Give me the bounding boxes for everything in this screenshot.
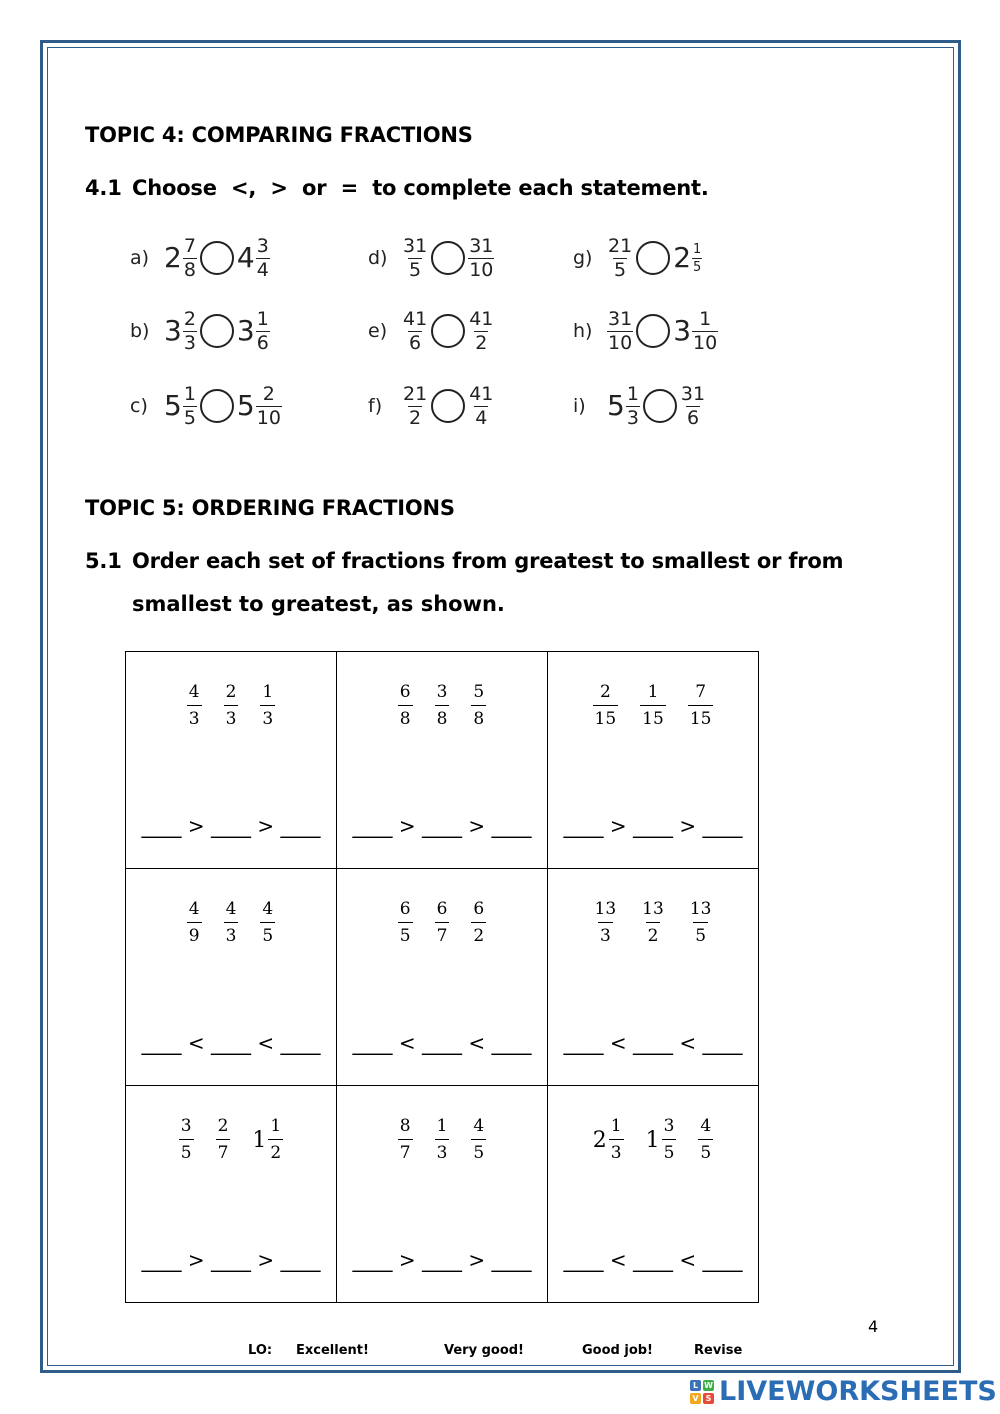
set-fraction xyxy=(398,1118,413,1162)
fraction xyxy=(216,1118,231,1162)
right-number xyxy=(468,382,494,429)
fraction xyxy=(224,901,239,945)
whole-part: 4 xyxy=(236,241,255,274)
denominator: 3 xyxy=(435,1139,450,1162)
answer-blanks[interactable]: ____ > ____ > ____ xyxy=(352,1248,532,1272)
numerator: 2 xyxy=(262,382,275,405)
fraction xyxy=(692,307,718,354)
comparison-item xyxy=(573,378,706,434)
numerator: 31 xyxy=(608,307,633,330)
denominator: 3 xyxy=(224,705,239,728)
denominator: 2 xyxy=(409,406,422,429)
right-number xyxy=(673,307,718,354)
left-number xyxy=(164,382,197,429)
numerator: 1 xyxy=(626,382,639,405)
fraction xyxy=(187,901,202,945)
table-row xyxy=(126,652,759,869)
page-number: 4 xyxy=(868,1317,879,1336)
denominator: 10 xyxy=(469,258,494,281)
denominator: 5 xyxy=(398,922,413,945)
numerator: 41 xyxy=(469,382,494,405)
fraction xyxy=(662,1118,677,1162)
right-number xyxy=(468,234,494,281)
fraction xyxy=(435,684,450,728)
set-fraction xyxy=(640,684,666,728)
fraction-set xyxy=(126,901,336,945)
denominator: 5 xyxy=(698,1139,713,1162)
right-number xyxy=(236,307,270,354)
fraction xyxy=(468,382,494,429)
denominator: 2 xyxy=(268,1139,283,1162)
denominator: 3 xyxy=(183,331,196,354)
fraction xyxy=(607,307,633,354)
fraction xyxy=(680,382,706,429)
answer-circle[interactable] xyxy=(636,241,670,275)
whole-part: 2 xyxy=(592,1127,607,1153)
brand-name: LIVEWORKSHEETS xyxy=(719,1376,997,1407)
numerator: 3 xyxy=(256,234,269,257)
whole-part: 3 xyxy=(673,314,692,347)
numerator: 4 xyxy=(188,682,200,702)
order-cell xyxy=(337,652,548,869)
item-label: g) xyxy=(573,247,593,269)
denominator: 2 xyxy=(471,922,486,945)
denominator: 7 xyxy=(398,1139,413,1162)
fraction xyxy=(471,1118,486,1162)
topic4-title: TOPIC 4: COMPARING FRACTIONS xyxy=(85,123,473,147)
answer-blanks[interactable]: ____ > ____ > ____ xyxy=(141,1248,321,1272)
whole-part: 3 xyxy=(236,314,255,347)
fraction xyxy=(471,901,486,945)
set-fraction xyxy=(216,1118,231,1162)
denominator: 3 xyxy=(224,922,239,945)
denominator: 5 xyxy=(183,406,196,429)
fraction xyxy=(402,307,428,354)
whole-part: 2 xyxy=(673,241,692,274)
order-cell xyxy=(126,1086,337,1303)
right-number xyxy=(236,382,282,429)
answer-blanks[interactable]: ____ < ____ < ____ xyxy=(563,1031,743,1055)
right-number xyxy=(468,307,494,354)
numerator: 31 xyxy=(680,382,706,405)
denominator: 4 xyxy=(256,258,269,281)
answer-blanks[interactable]: ____ < ____ < ____ xyxy=(563,1248,743,1272)
lo-good-job-label: Good job! xyxy=(582,1343,653,1358)
answer-circle[interactable] xyxy=(431,389,465,423)
set-fraction xyxy=(471,1118,486,1162)
lo-option-excellent[interactable] xyxy=(292,1343,369,1358)
left-number xyxy=(164,234,197,281)
left-number xyxy=(402,307,428,354)
denominator: 6 xyxy=(256,331,269,354)
denominator: 5 xyxy=(614,258,627,281)
fraction xyxy=(593,684,619,728)
right-number xyxy=(673,243,702,274)
set-fraction xyxy=(698,1118,713,1162)
fraction xyxy=(609,1118,624,1162)
left-number xyxy=(607,234,633,281)
whole-part: 5 xyxy=(607,389,625,422)
set-fraction xyxy=(398,901,413,945)
right-number xyxy=(680,382,706,429)
denominator: 5 xyxy=(260,922,275,945)
set-fraction xyxy=(593,684,619,728)
comparison-item xyxy=(130,378,282,434)
question-number: 5.1 xyxy=(85,549,122,573)
order-cell xyxy=(548,869,759,1086)
set-fraction xyxy=(179,1118,194,1162)
set-fraction xyxy=(646,1118,677,1162)
fraction xyxy=(468,307,494,354)
denominator: 4 xyxy=(475,406,488,429)
answer-circle[interactable] xyxy=(200,241,234,275)
fraction xyxy=(607,234,633,281)
denominator: 5 xyxy=(471,1139,486,1162)
whole-part: 5 xyxy=(236,389,255,422)
numerator: 6 xyxy=(473,899,485,919)
fraction xyxy=(593,901,619,945)
order-cell xyxy=(337,1086,548,1303)
numerator: 5 xyxy=(473,682,485,702)
numerator: 3 xyxy=(663,1116,675,1136)
item-label: i) xyxy=(573,395,586,417)
ordering-table xyxy=(125,651,759,1303)
numerator: 6 xyxy=(399,899,411,919)
numerator: 13 xyxy=(642,899,664,919)
denominator: 5 xyxy=(179,1139,194,1162)
comparison-item xyxy=(573,230,702,286)
fraction-set xyxy=(126,1118,336,1162)
set-fraction xyxy=(688,901,714,945)
numerator: 7 xyxy=(695,682,707,702)
left-number xyxy=(607,307,633,354)
fraction-set xyxy=(548,1118,758,1162)
denominator: 15 xyxy=(640,705,666,728)
set-fraction xyxy=(187,901,202,945)
lo-option-very-good[interactable] xyxy=(440,1343,524,1358)
numerator: 1 xyxy=(262,682,274,702)
numerator: 7 xyxy=(183,234,196,257)
numerator: 2 xyxy=(225,682,237,702)
fraction xyxy=(256,234,270,281)
item-label: e) xyxy=(368,320,388,342)
set-fraction xyxy=(252,1118,283,1162)
comparison-item xyxy=(368,303,494,359)
denominator: 8 xyxy=(435,705,450,728)
set-fraction xyxy=(471,901,486,945)
left-number xyxy=(402,234,428,281)
answer-blanks[interactable]: ____ < ____ < ____ xyxy=(141,1031,321,1055)
item-label: b) xyxy=(130,320,150,342)
comparison-item xyxy=(130,303,270,359)
denominator: 7 xyxy=(216,1139,231,1162)
denominator: 10 xyxy=(608,331,633,354)
numerator: 2 xyxy=(217,1116,229,1136)
liveworksheets-brand xyxy=(690,1376,997,1407)
fraction-set xyxy=(337,684,547,728)
denominator: 10 xyxy=(256,406,281,429)
numerator: 1 xyxy=(256,307,269,330)
numerator: 41 xyxy=(403,307,428,330)
question-4-1 xyxy=(85,176,709,200)
fraction xyxy=(471,684,486,728)
order-cell xyxy=(337,869,548,1086)
fraction xyxy=(435,1118,450,1162)
set-fraction xyxy=(224,684,239,728)
denominator: 3 xyxy=(609,1139,624,1162)
whole-part: 1 xyxy=(252,1127,267,1153)
fraction xyxy=(224,684,239,728)
numerator: 1 xyxy=(183,382,196,405)
denominator: 6 xyxy=(686,406,700,429)
denominator: 15 xyxy=(593,705,619,728)
fraction xyxy=(692,243,702,274)
set-fraction xyxy=(640,901,666,945)
fraction xyxy=(183,307,197,354)
set-fraction xyxy=(398,684,413,728)
question-instruction-line2: smallest to greatest, as shown. xyxy=(132,592,505,616)
lo-revise-label: Revise xyxy=(694,1343,743,1358)
answer-circle[interactable] xyxy=(200,389,234,423)
logo-tile: W xyxy=(704,1380,713,1390)
left-number xyxy=(402,382,428,429)
set-fraction xyxy=(435,901,450,945)
logo-tile: S xyxy=(703,1393,714,1404)
topic5-title: TOPIC 5: ORDERING FRACTIONS xyxy=(85,496,455,520)
fraction xyxy=(256,382,282,429)
numerator: 21 xyxy=(608,234,633,257)
fraction xyxy=(402,382,428,429)
fraction-set xyxy=(548,901,758,945)
item-label: d) xyxy=(368,247,388,269)
denominator: 2 xyxy=(475,331,488,354)
numerator: 13 xyxy=(689,899,712,919)
item-label: h) xyxy=(573,320,593,342)
table-row xyxy=(126,869,759,1086)
denominator: 3 xyxy=(260,705,275,728)
question-instruction: Choose <, > or = to complete each statement. xyxy=(132,176,709,200)
numerator: 31 xyxy=(403,234,428,257)
fraction xyxy=(183,234,197,281)
answer-blanks[interactable]: ____ > ____ > ____ xyxy=(141,814,321,838)
item-label: a) xyxy=(130,247,150,269)
fraction xyxy=(260,684,275,728)
fraction xyxy=(640,901,666,945)
denominator: 2 xyxy=(646,922,661,945)
fraction-set xyxy=(337,901,547,945)
fraction xyxy=(398,684,413,728)
denominator: 8 xyxy=(398,705,413,728)
denominator: 15 xyxy=(688,705,714,728)
order-cell xyxy=(548,1086,759,1303)
numerator: 41 xyxy=(469,307,494,330)
comparison-item xyxy=(573,303,718,359)
fraction xyxy=(268,1118,283,1162)
denominator: 5 xyxy=(662,1139,677,1162)
set-fraction xyxy=(593,901,619,945)
lo-label: LO: xyxy=(248,1343,273,1358)
lo-option-revise[interactable] xyxy=(690,1343,742,1358)
fraction xyxy=(688,901,714,945)
fraction-set xyxy=(337,1118,547,1162)
lo-option-good-job[interactable] xyxy=(578,1343,653,1358)
numerator: 1 xyxy=(699,307,712,330)
fraction xyxy=(688,684,714,728)
numerator: 1 xyxy=(436,1116,448,1136)
fraction xyxy=(468,234,494,281)
denominator: 8 xyxy=(183,258,196,281)
numerator: 1 xyxy=(693,241,702,257)
numerator: 13 xyxy=(594,899,617,919)
set-fraction xyxy=(688,684,714,728)
whole-part: 3 xyxy=(164,314,182,347)
numerator: 1 xyxy=(610,1116,622,1136)
numerator: 6 xyxy=(399,682,411,702)
denominator: 3 xyxy=(187,705,202,728)
question-instruction-line1: Order each set of fractions from greatest to smallest or from xyxy=(132,549,844,573)
comparison-item xyxy=(368,378,494,434)
numerator: 6 xyxy=(436,899,448,919)
right-number xyxy=(236,234,270,281)
fraction xyxy=(256,307,270,354)
numerator: 1 xyxy=(270,1116,282,1136)
comparison-item xyxy=(130,230,270,286)
denominator: 5 xyxy=(693,259,702,275)
numerator: 4 xyxy=(700,1116,712,1136)
item-label: c) xyxy=(130,395,148,417)
numerator: 4 xyxy=(262,899,274,919)
set-fraction xyxy=(224,901,239,945)
fraction xyxy=(626,382,640,429)
whole-part: 1 xyxy=(645,1127,660,1153)
set-fraction xyxy=(187,684,202,728)
fraction xyxy=(183,382,197,429)
set-fraction xyxy=(471,684,486,728)
denominator: 9 xyxy=(187,922,202,945)
set-fraction xyxy=(260,901,275,945)
item-label: f) xyxy=(368,395,383,417)
fraction xyxy=(435,901,450,945)
denominator: 3 xyxy=(598,922,613,945)
numerator: 4 xyxy=(473,1116,485,1136)
denominator: 5 xyxy=(693,922,708,945)
numerator: 3 xyxy=(180,1116,192,1136)
set-fraction xyxy=(435,1118,450,1162)
numerator: 3 xyxy=(436,682,448,702)
question-number: 4.1 xyxy=(85,176,122,200)
set-fraction xyxy=(260,684,275,728)
question-5-1 xyxy=(85,549,843,573)
denominator: 5 xyxy=(409,258,422,281)
order-cell xyxy=(126,869,337,1086)
fraction xyxy=(179,1118,194,1162)
fraction xyxy=(187,684,202,728)
comparison-item xyxy=(368,230,494,286)
answer-circle[interactable] xyxy=(643,389,677,423)
logo-tile: L xyxy=(690,1380,701,1391)
set-fraction xyxy=(435,684,450,728)
order-cell xyxy=(126,652,337,869)
numerator: 21 xyxy=(403,382,428,405)
answer-blanks[interactable]: ____ < ____ < ____ xyxy=(352,1031,532,1055)
numerator: 4 xyxy=(188,899,200,919)
answer-circle[interactable] xyxy=(200,314,234,348)
answer-blanks[interactable]: ____ > ____ > ____ xyxy=(563,814,743,838)
numerator: 1 xyxy=(647,682,659,702)
fraction xyxy=(398,901,413,945)
numerator: 31 xyxy=(469,234,494,257)
order-cell xyxy=(548,652,759,869)
left-number xyxy=(607,382,640,429)
table-row xyxy=(126,1086,759,1303)
fraction-set xyxy=(548,684,758,728)
liveworksheets-logo-icon xyxy=(690,1380,714,1404)
answer-circle[interactable] xyxy=(636,314,670,348)
fraction xyxy=(260,901,275,945)
denominator: 6 xyxy=(409,331,422,354)
answer-blanks[interactable]: ____ > ____ > ____ xyxy=(352,814,532,838)
answer-circle[interactable] xyxy=(431,314,465,348)
fraction xyxy=(398,1118,413,1162)
fraction xyxy=(698,1118,713,1162)
lo-excellent-label: Excellent! xyxy=(296,1343,369,1358)
numerator: 4 xyxy=(225,899,237,919)
numerator: 2 xyxy=(183,307,196,330)
denominator: 8 xyxy=(471,705,486,728)
fraction xyxy=(640,684,666,728)
set-fraction xyxy=(593,1118,624,1162)
denominator: 10 xyxy=(693,331,718,354)
denominator: 7 xyxy=(435,922,450,945)
denominator: 3 xyxy=(626,406,639,429)
lo-very-good-label: Very good! xyxy=(444,1343,524,1358)
logo-tile: V xyxy=(690,1393,701,1404)
fraction xyxy=(402,234,428,281)
numerator: 2 xyxy=(599,682,611,702)
answer-circle[interactable] xyxy=(431,241,465,275)
left-number xyxy=(164,307,197,354)
numerator: 8 xyxy=(399,1116,411,1136)
fraction-set xyxy=(126,684,336,728)
whole-part: 5 xyxy=(164,389,182,422)
whole-part: 2 xyxy=(164,241,182,274)
